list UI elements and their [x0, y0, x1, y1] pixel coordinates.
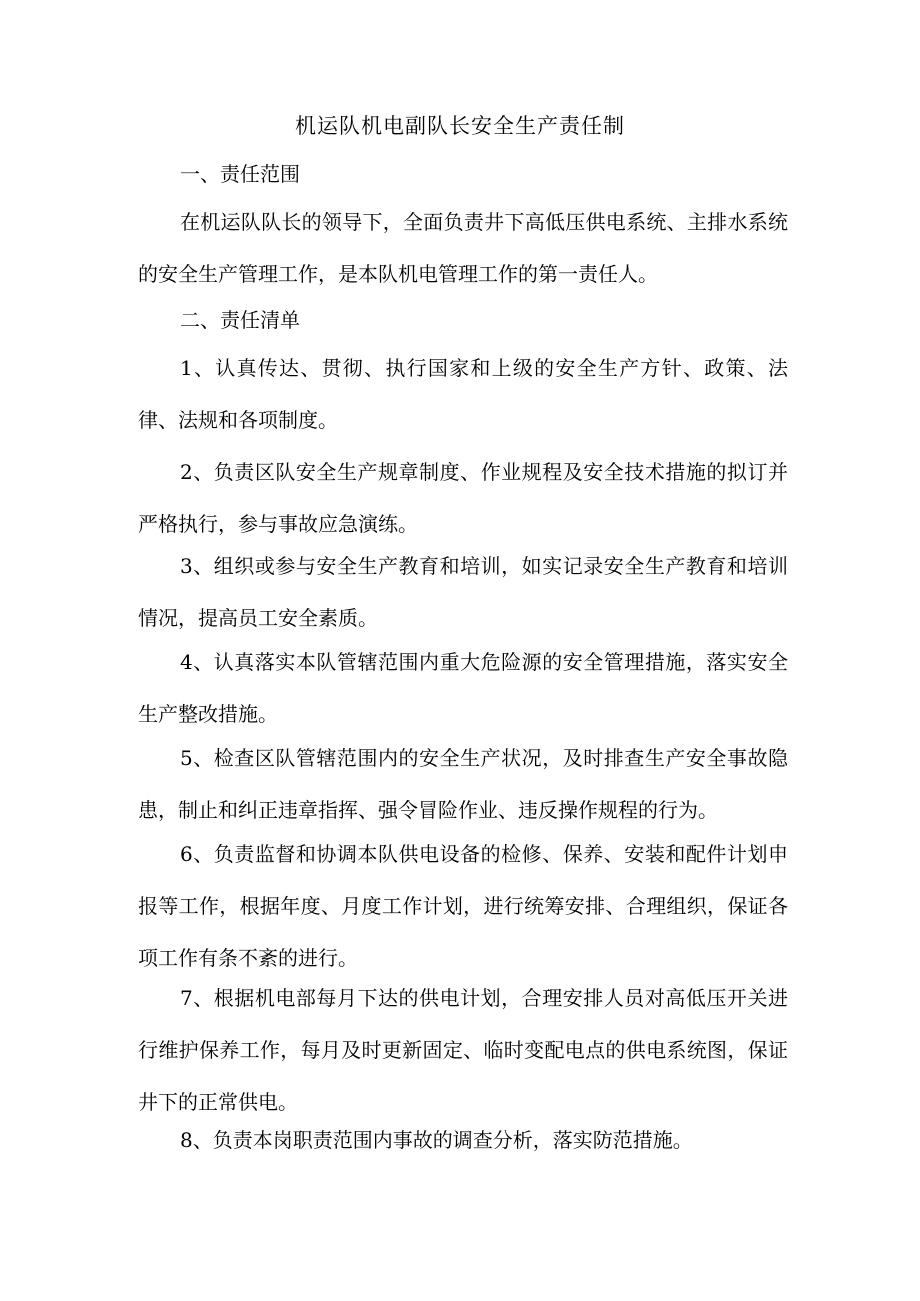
list-item-2: 2、负责区队安全生产规章制度、作业规程及安全技术措施的拟订并严格执行，参与事故应急演练。 — [138, 460, 788, 536]
list-item-5: 5、检查区队管辖范围内的安全生产状况，及时排查生产安全事故隐患，制止和纠正违章指挥、强令冒险作业、违反操作规程的行为。 — [138, 746, 788, 822]
section-heading-list: 二、责任清单 — [180, 308, 300, 332]
section-heading-scope: 一、责任范围 — [180, 162, 300, 186]
list-item-8: 8、负责本岗职责范围内事故的调查分析，落实防范措施。 — [180, 1128, 693, 1152]
list-item-7: 7、根据机电部每月下达的供电计划，合理安排人员对高低压开关进行维护保养工作，每月及时更新固定、临时变配电点的供电系统图，保证井下的正常供电。 — [138, 986, 788, 1114]
list-item-1: 1、认真传达、贯彻、执行国家和上级的安全生产方针、政策、法律、法规和各项制度。 — [138, 356, 788, 432]
list-item-6: 6、负责监督和协调本队供电设备的检修、保养、安装和配件计划申报等工作，根据年度、月度工作计划，进行统筹安排、合理组织，保证各项工作有条不紊的进行。 — [138, 842, 788, 970]
scope-paragraph: 在机运队队长的领导下，全面负责井下高低压供电系统、主排水系统的安全生产管理工作，是本队机电管理工作的第一责任人。 — [138, 210, 788, 286]
document-title: 机运队机电副队长安全生产责任制 — [295, 114, 625, 138]
list-item-3: 3、组织或参与安全生产教育和培训，如实记录安全生产教育和培训情况，提高员工安全素质。 — [138, 554, 788, 630]
list-item-4: 4、认真落实本队管辖范围内重大危险源的安全管理措施，落实安全生产整改措施。 — [138, 650, 788, 726]
